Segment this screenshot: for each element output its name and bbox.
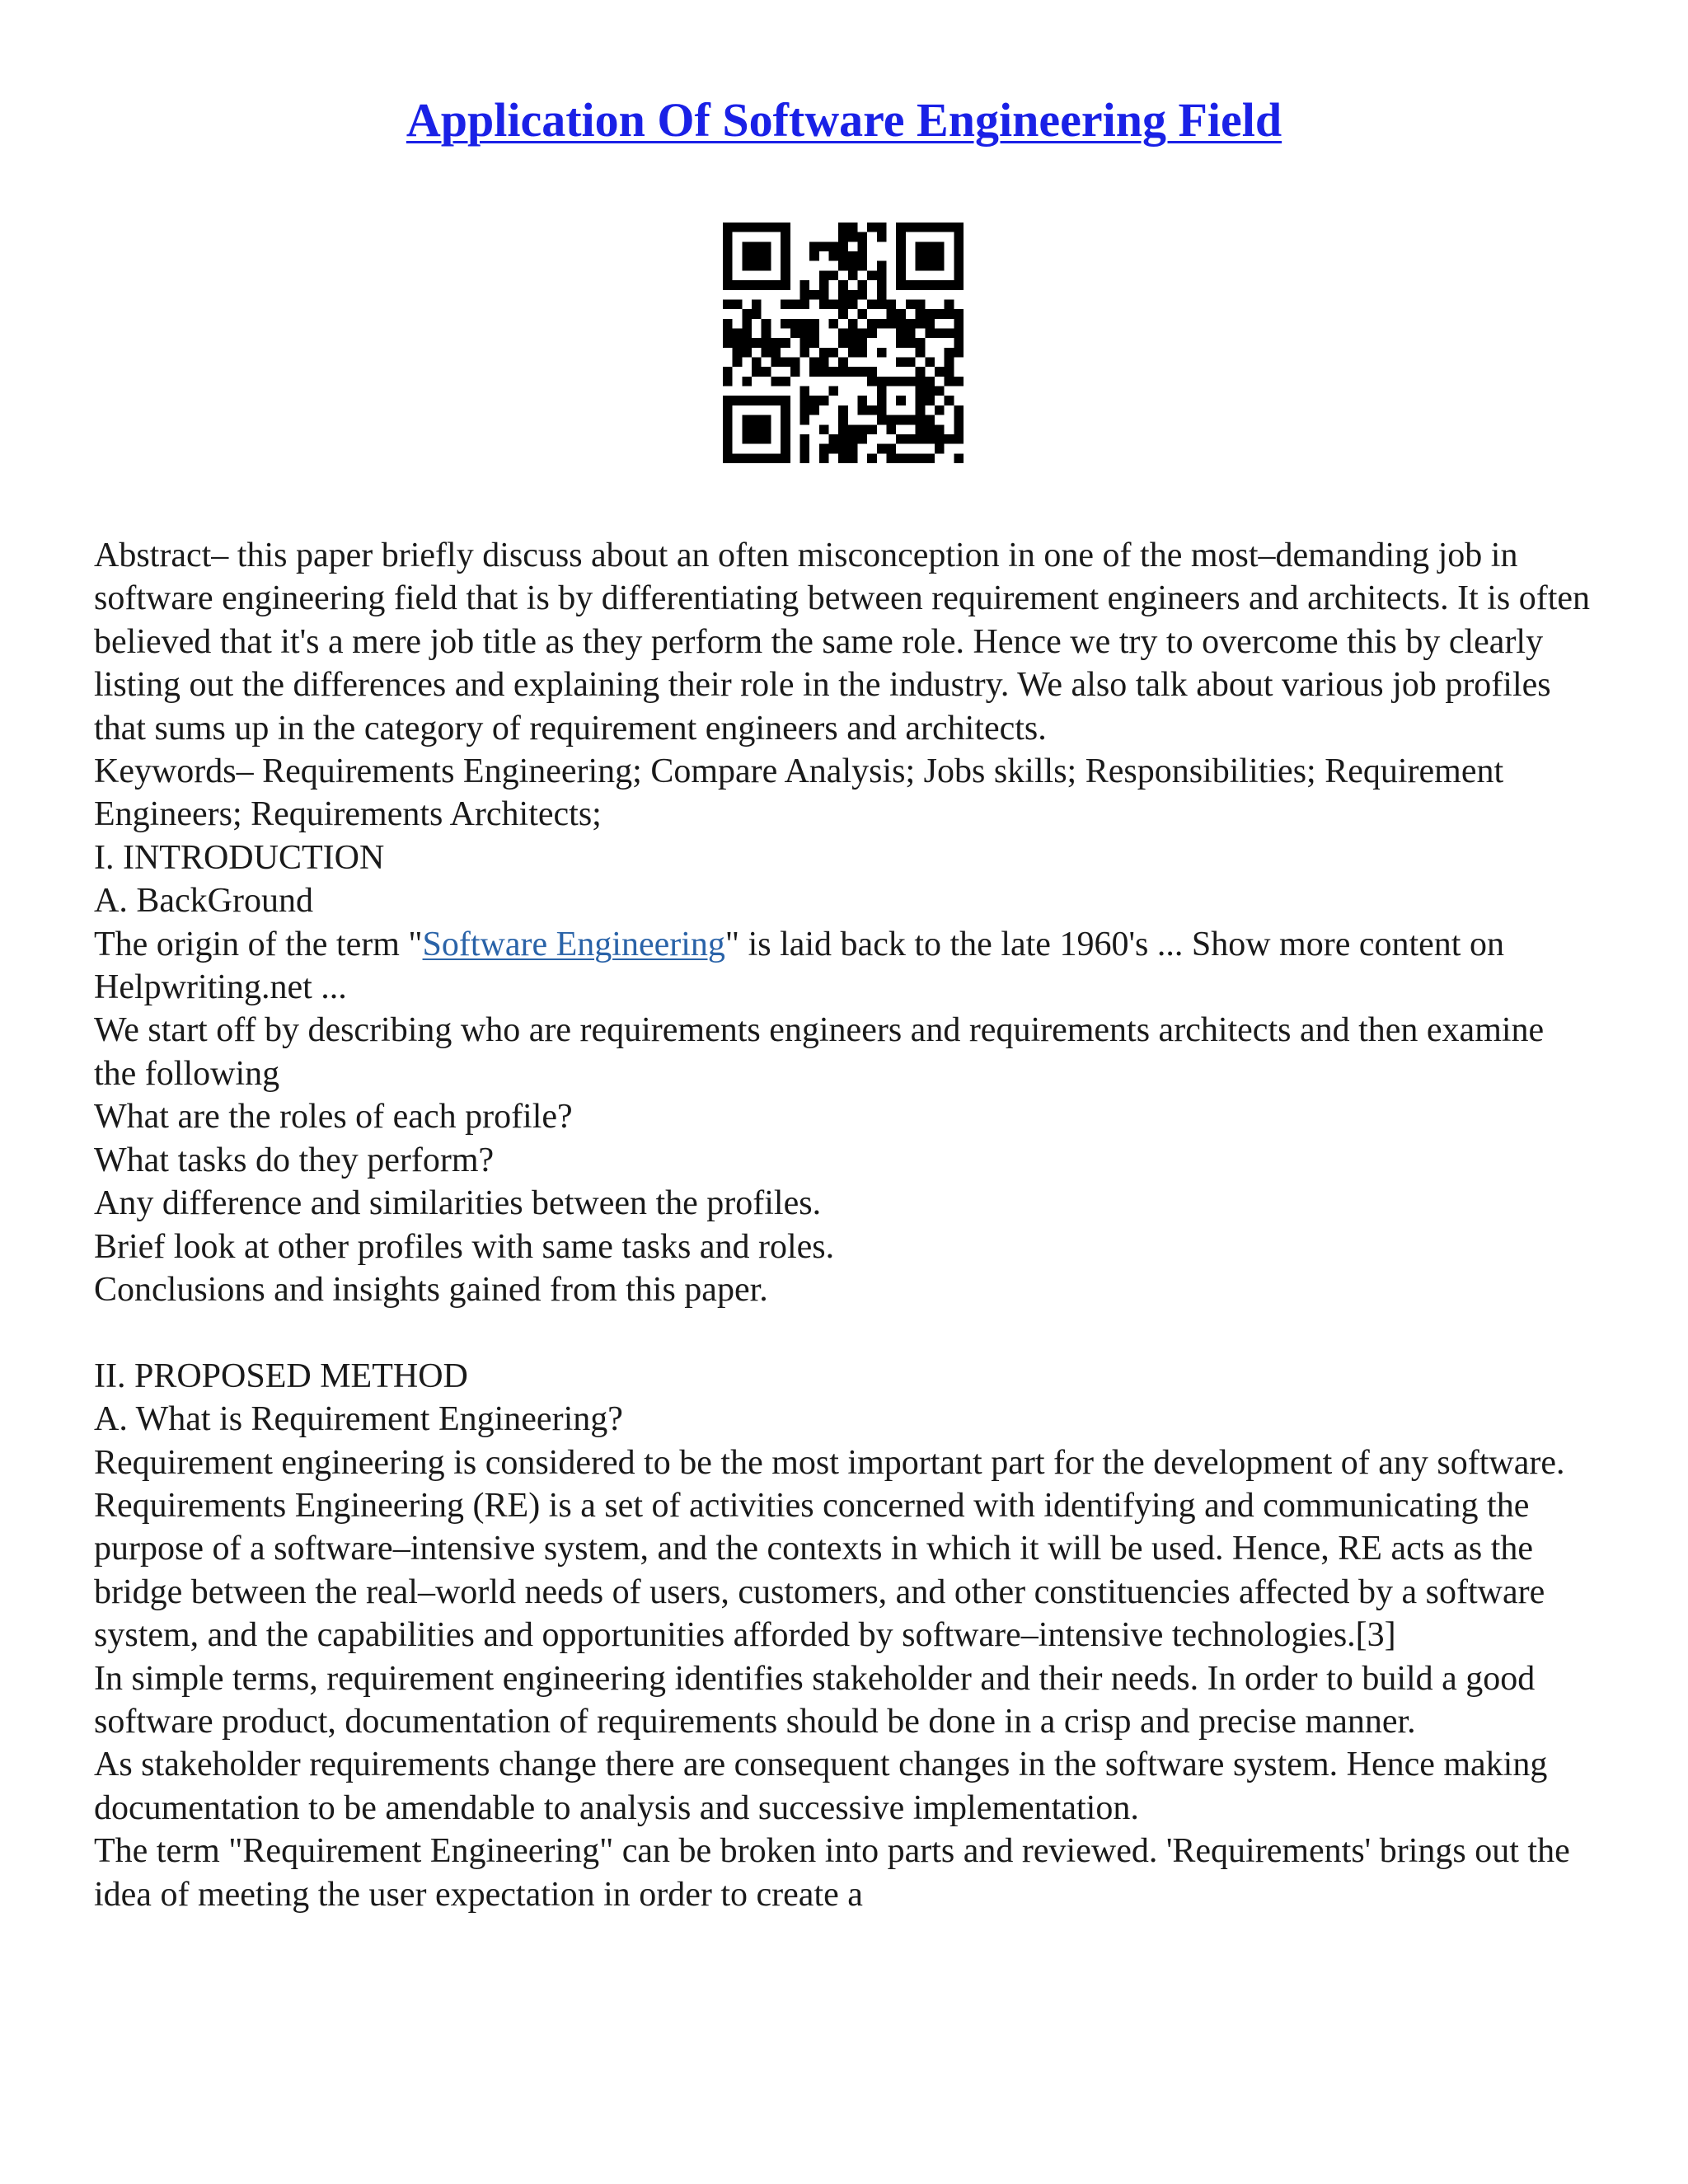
- question-item: Conclusions and insights gained from this paper.: [94, 1270, 768, 1309]
- origin-text-before: The origin of the term ": [94, 925, 423, 963]
- term-broken-paragraph: The term "Requirement Engineering" can be broken into parts and reviewed. 'Requirements' brings out the idea of meeting the user expectation in order to create a: [94, 1832, 1570, 1914]
- proposed-method-heading: II. PROPOSED METHOD: [94, 1357, 468, 1395]
- question-item: What are the roles of each profile?: [94, 1098, 573, 1137]
- section-spacer: [94, 1311, 1594, 1354]
- qr-code-icon: [723, 223, 964, 463]
- page-title: [0, 91, 1688, 150]
- background-heading: A. BackGround: [94, 882, 313, 921]
- start-off-paragraph: We start off by describing who are requirements engineers and requirements architects and then examine the following: [94, 1011, 1545, 1093]
- re-definition-paragraph: Requirement engineering is considered to be the most important part for the development of any software. Requirements Engineering (RE) is a set of activities concerned with identifying and communicating the purpose of a software–intensive system, and the contexts in which it will be used. Hence, RE acts as the bridge between the real–world needs of users, customers, and other constituencies affected by a software system, and the capabilities and opportunities afforded by software–intensive technologies.[3]: [94, 1443, 1565, 1655]
- software-engineering-link[interactable]: Software Engineering: [422, 925, 725, 963]
- title-link[interactable]: Application Of Software Engineering Field: [406, 93, 1282, 147]
- origin-text-after: " is laid back to the late 1960's ... Show more content on Helpwriting.net ...: [94, 925, 1504, 1007]
- abstract-paragraph: Abstract– this paper briefly discuss about an often misconception in one of the most–demanding job in software engineering field that is by differentiating between requirement engineers and architects. It is often believed that it's a mere job title as they perform the same role. Hence we try to overcome this by clearly listing out the differences and explaining their role in the industry. We also talk about various job profiles that sums up in the category of requirement engineers and architects.: [94, 537, 1591, 748]
- keywords-paragraph: Keywords– Requirements Engineering; Compare Analysis; Jobs skills; Responsibilities; Requirement Engineers; Requirements Architects;: [94, 752, 1504, 834]
- what-is-re-heading: A. What is Requirement Engineering?: [94, 1400, 623, 1439]
- stakeholder-changes-paragraph: As stakeholder requirements change there are consequent changes in the software system. Hence making documentation to be amendable to analysis and successive implementation.: [94, 1746, 1548, 1827]
- origin-paragraph: [94, 923, 1594, 1010]
- qr-code-graphic: [723, 223, 964, 463]
- document-body: [94, 534, 1594, 1916]
- question-item: Brief look at other profiles with same tasks and roles.: [94, 1227, 835, 1266]
- introduction-heading: I. INTRODUCTION: [94, 838, 385, 877]
- question-item: What tasks do they perform?: [94, 1141, 495, 1179]
- simple-terms-paragraph: In simple terms, requirement engineering identifies stakeholder and their needs. In order to build a good software product, documentation of requirements should be done in a crisp and precise manner.: [94, 1659, 1536, 1741]
- question-item: Any difference and similarities between the profiles.: [94, 1184, 822, 1223]
